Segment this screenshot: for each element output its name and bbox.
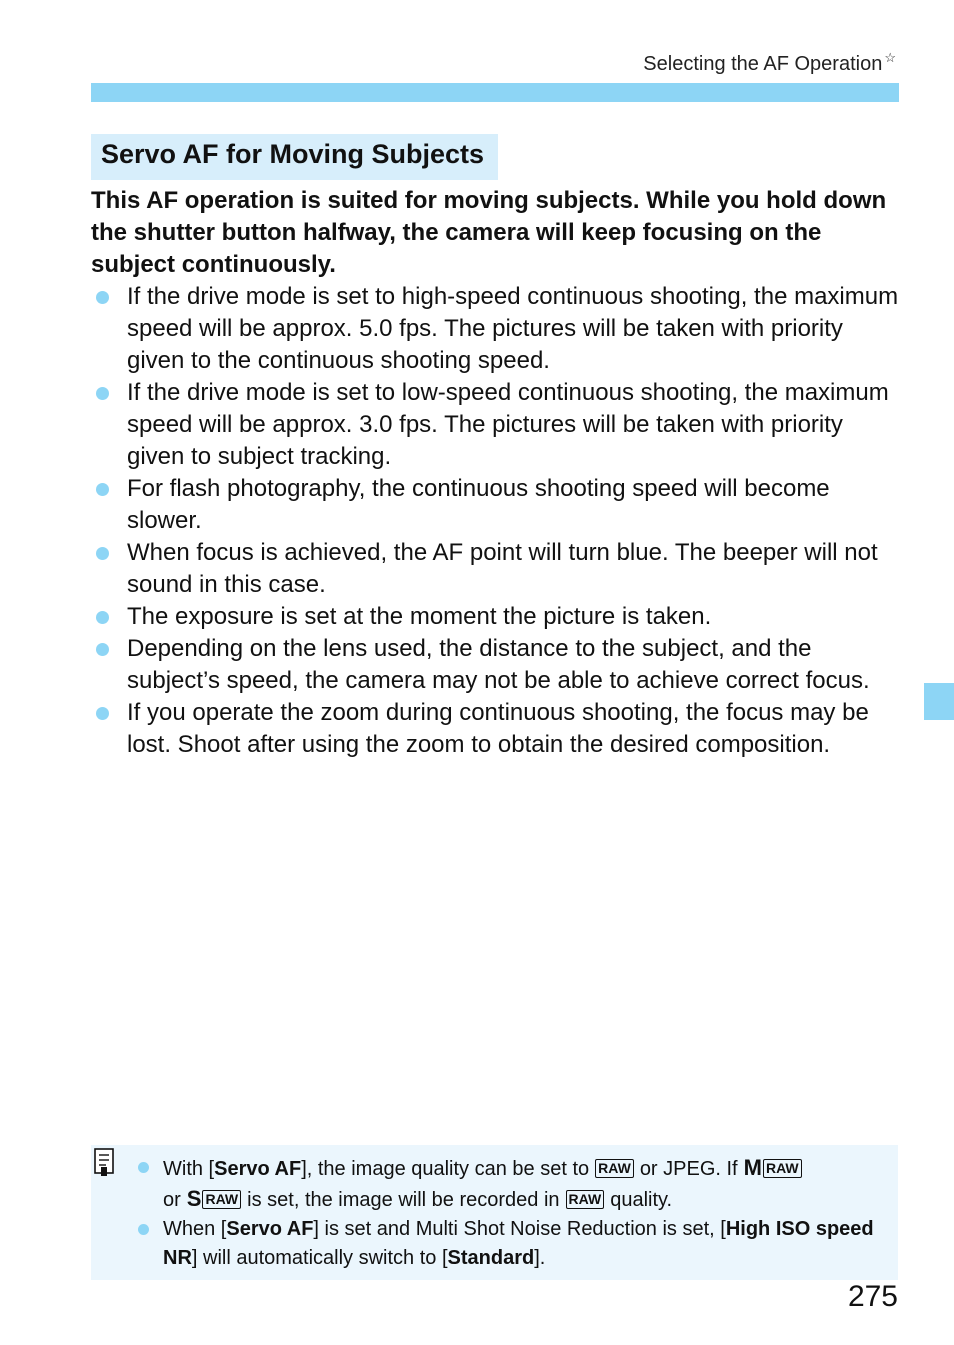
bullet-icon	[96, 291, 109, 304]
list-item	[91, 473, 899, 537]
list-item	[91, 697, 899, 761]
setting-name: Servo AF	[214, 1158, 302, 1180]
list-item	[91, 377, 899, 473]
bullet-icon	[96, 611, 109, 624]
advanced-star-icon: ☆	[884, 50, 896, 65]
sraw-s-letter: S	[186, 1186, 202, 1211]
list-item-text: When focus is achieved, the AF point will turn blue. The beeper will not sound in this case.	[127, 539, 878, 598]
list-item-text: Depending on the lens used, the distance to the subject, and the subject’s speed, the camera may not be able to achieve correct focus.	[127, 635, 870, 694]
list-item-text: If the drive mode is set to low-speed continuous shooting, the maximum speed will be approx. 3.0 fps. The pictures will be taken with priority given to subject tracking.	[127, 379, 889, 470]
bullet-icon	[138, 1224, 149, 1235]
raw-icon: RAW	[202, 1190, 241, 1209]
bullet-icon	[96, 387, 109, 400]
mraw-m-letter: M	[743, 1155, 762, 1180]
list-item-text: The exposure is set at the moment the picture is taken.	[127, 603, 712, 630]
setting-name: Servo AF	[226, 1218, 314, 1240]
list-item-text: If the drive mode is set to high-speed continuous shooting, the maximum speed will be approx. 5.0 fps. The pictures will be taken with priority given to the continuous shooting speed.	[127, 283, 899, 374]
chapter-side-tab	[924, 683, 954, 720]
note-item: With [Servo AF], the image quality can be set to RAW or JPEG. If M RAW or S RAW is set, the image will be recorded in RAW quality.	[136, 1153, 881, 1215]
list-item-text: For flash photography, the continuous shooting speed will become slower.	[127, 475, 830, 534]
list-item	[91, 281, 899, 377]
memo-icon	[91, 1145, 117, 1177]
note-box	[91, 1145, 898, 1280]
note-list	[136, 1153, 881, 1273]
running-header	[643, 50, 896, 76]
intro-paragraph: This AF operation is suited for moving subjects. While you hold down the shutter button halfway, the camera will keep focusing on the subject continuously.	[91, 187, 887, 278]
page-number: 275	[847, 1280, 898, 1313]
bullet-icon	[96, 707, 109, 720]
raw-icon: RAW	[595, 1159, 634, 1178]
setting-name: High ISO speed NR	[163, 1218, 874, 1269]
bullet-list	[91, 281, 899, 761]
list-item	[91, 601, 899, 633]
list-item	[91, 537, 899, 601]
header-bar	[91, 83, 899, 102]
running-header-title: Selecting the AF Operation	[643, 53, 883, 75]
raw-icon: RAW	[763, 1159, 802, 1178]
list-item-text: If you operate the zoom during continuous shooting, the focus may be lost. Shoot after using the zoom to obtain the desired composition.	[127, 699, 869, 758]
list-item	[91, 633, 899, 697]
bullet-icon	[96, 643, 109, 656]
bullet-icon	[138, 1162, 149, 1173]
raw-icon: RAW	[566, 1190, 605, 1209]
bullet-icon	[96, 547, 109, 560]
setting-value: Standard	[447, 1247, 535, 1269]
section-title: Servo AF for Moving Subjects	[91, 134, 498, 180]
note-item: When [Servo AF] is set and Multi Shot Noise Reduction is set, [High ISO speed NR] will automatically switch to [Standard].	[136, 1215, 881, 1273]
bullet-icon	[96, 483, 109, 496]
